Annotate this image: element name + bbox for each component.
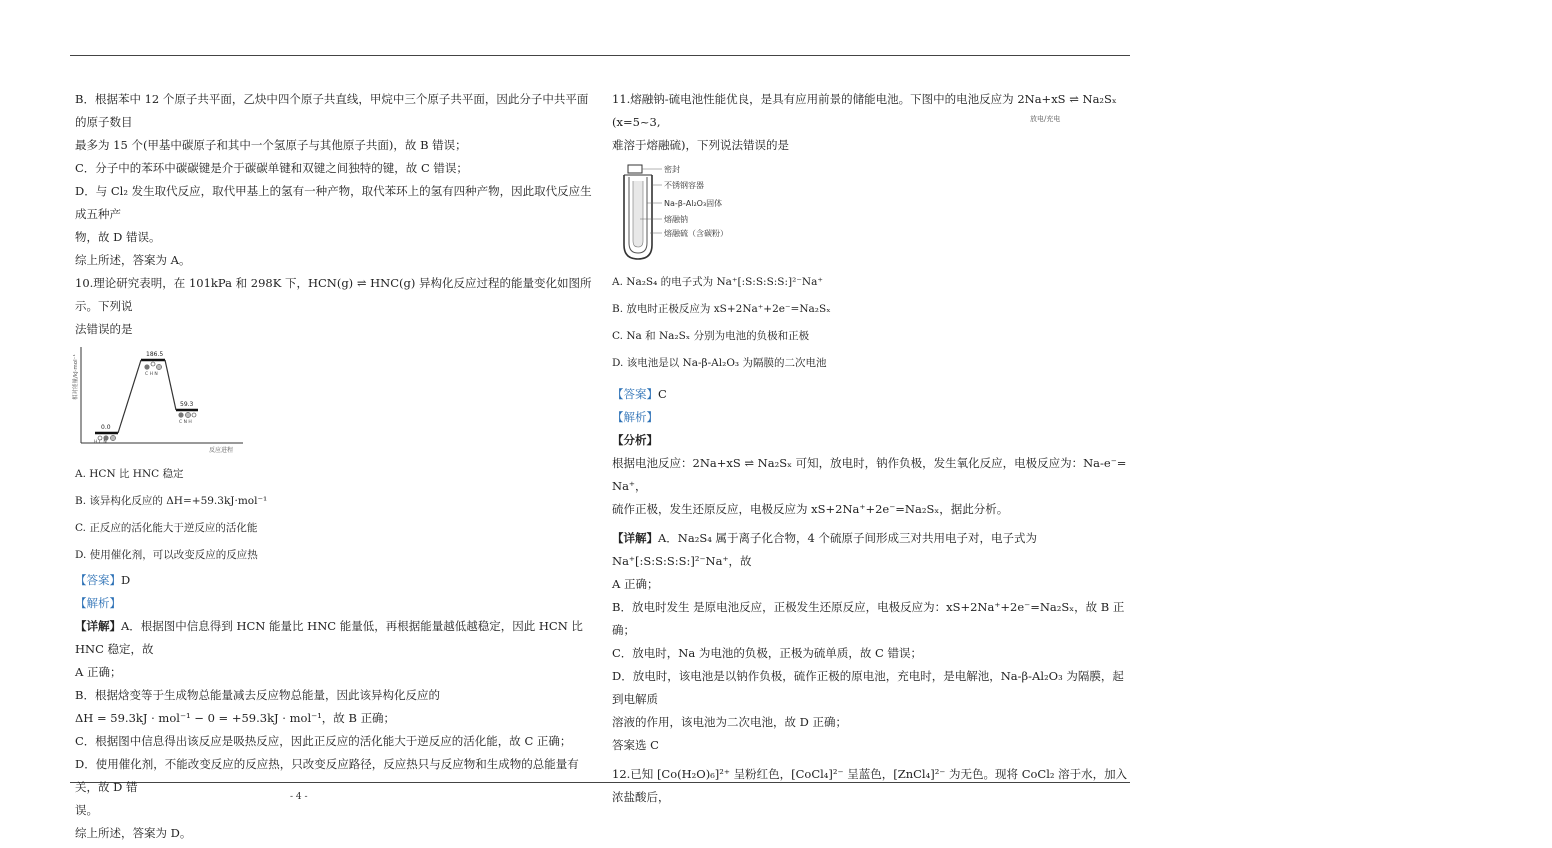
molecule-end-atoms: C N H xyxy=(179,420,192,425)
q10-explain-line1: 【详解】A．根据图中信息得到 HCN 能量比 HNC 能量低，再根据能量越低越稳定，因此 HCN 比 HNC 稳定，故 xyxy=(75,619,583,656)
q10-explain-line6: D．使用催化剂，不能改变反应的反应热，只改变反应路径，反应热只与反应物和生成物的总能量有关，故 D 错 xyxy=(75,757,579,794)
q10-answer xyxy=(75,569,595,592)
page-number: - 4 - xyxy=(290,792,308,802)
left-column xyxy=(75,88,595,845)
label-beta-alumina: Na-β-Al₂O₃固体 xyxy=(664,199,723,208)
q11-option-c: C. Na 和 Na₂Sₓ 分别为电池的负极和正极 xyxy=(612,330,810,342)
uphill-path xyxy=(118,360,141,433)
answer-value: C xyxy=(658,387,667,401)
q10-option-a: A. HCN 比 HNC 稳定 xyxy=(75,468,184,480)
q10-summary: 综上所述，答案为 D。 xyxy=(75,826,192,840)
detail-tag: 【详解】 xyxy=(612,531,658,545)
q10-explain-line3: B．根据焓变等于生成物总能量减去反应物总能量，因此该异构化反应的 xyxy=(75,688,440,702)
q10-option-b: B. 该异构化反应的 ΔH=+59.3kJ·mol⁻¹ xyxy=(75,495,268,507)
label-molten-sodium: 熔融钠 xyxy=(664,215,688,224)
q11-fenxi-line2: 硫作正极，发生还原反应，电极反应为 xS+2Na⁺+2e⁻=Na₂Sₓ，据此分析。 xyxy=(612,502,1009,516)
detail-tag: 【详解】 xyxy=(75,619,121,633)
q11-explain-line4: C．放电时，Na 为电池的负极，正极为硫单质，故 C 错误； xyxy=(612,646,922,660)
seal-cap xyxy=(628,165,642,173)
q10-explain-line2: A 正确； xyxy=(75,665,122,679)
header-rule xyxy=(70,55,1130,56)
arrow-bottom-label: 充电 xyxy=(1046,115,1061,123)
molecule-ts-atoms: C H N xyxy=(145,372,158,377)
q11-stem-line2: 难溶于熔融硫)，下列说法错误的是 xyxy=(612,138,789,152)
q9-option-d-line1: D．与 Cl₂ 发生取代反应，取代甲基上的氢有一种产物，取代苯环上的氢有四种产物，因此取代反应生成五种产 xyxy=(75,184,592,221)
q11-answer xyxy=(612,383,1134,406)
q11-explain-line1: 【详解】A．Na₂S₄ 属于离子化合物，4 个硫原子间形成三对共用电子对，电子式为 Na⁺[:S:S:S:S:]²⁻Na⁺，故 xyxy=(612,531,1037,568)
answer-tag: 【答案】 xyxy=(75,573,121,587)
downhill-path xyxy=(165,360,176,410)
q10-option-c: C. 正反应的活化能大于逆反应的活化能 xyxy=(75,522,258,534)
q11-explain-line6: 溶液的作用，该电池为二次电池，故 D 正确； xyxy=(612,715,848,729)
energy-diagram xyxy=(75,345,245,455)
q11-option-b: B. 放电时正极反应为 xS+2Na⁺+2e⁻=Na₂Sₓ xyxy=(612,303,831,315)
label-molten-sulfur: 熔融硫（含碳粉） xyxy=(664,229,728,238)
q9-option-b-line2: 最多为 15 个(甲基中碳原子和其中一个氢原子与其他原子共面)，故 B 错误； xyxy=(75,138,467,152)
molecule-start-atoms: H C N xyxy=(94,440,107,445)
q11-option-d: D. 该电池是以 Na-β-Al₂O₃ 为隔膜的二次电池 xyxy=(612,357,827,369)
x-axis-label: 反应进程 xyxy=(209,447,234,454)
molecule-end-icon xyxy=(178,412,196,417)
q11-fenxi-tag: 【分析】 xyxy=(612,433,658,447)
battery-diagram xyxy=(620,159,790,263)
start-energy-label: 0.0 xyxy=(101,424,111,431)
right-column: 11.熔融钠-硫电池性能优良，是具有应用前景的储能电池。下图中的电池反应为 2Na+xS ⇌ Na₂Sₓ (x=5~3, 难溶于熔融硫)，下列说法错误的是 放电/充电 密封 不锈钢容器 Na-β-Al₂O₃固体 熔融钠 熔融硫（含碳粉） A. Na₂S₄ 的电子式为 Na⁺[:S:S:S:S:]²⁻Na⁺ B. 放电时正极反应为 xS+2Na⁺+2e⁻=Na₂Sₓ C. Na 和 Na₂Sₓ 分别为电池的负极和正极 D. 该电池是以 Na-β-Al₂O₃ 为隔膜的二次电池 【答案】C 【解析】 【分析】 根据电池反应：2Na+xS ⇌ Na₂Sₓ 可知，放电时，钠作负极，发生氧化反应，电极反应为：Na-e⁻= Na⁺， 硫作正极，发生还原反应，电极反应为 xS+2Na⁺+2e⁻=Na₂Sₓ，据此分析。 【详解】A．Na₂S₄ 属于离子化合物，4 个硫原子间形成三对共用电子对，电子式为 Na⁺[:S:S:S:S:]²⁻Na⁺，故 A 正确； B．放电时发生 是原电池反应，正极发生还原反应，电极反应为：xS+2Na⁺+2e⁻=Na₂Sₓ，故 B 正确； C．放电时，Na 为电池的负极，正极为硫单质，故 C 错误； D．放电时，该电池是以钠作负极，硫作正极的原电池，充电时，是电解池，Na-β-Al₂O₃ 为隔膜，起到电解质 溶液的作用，该电池为二次电池，故 D 正确； 答案选 C 12.已知 [Co(H₂O)₆]²⁺ 呈粉红色，[CoCl₄]²⁻ 呈蓝色，[ZnCl₄]²⁻ 为无色。现将 CoCl₂ 溶于水，加入浓盐酸后， xyxy=(612,88,1134,809)
ts-energy-label: 186.5 xyxy=(146,351,164,358)
q9-summary: 综上所述，答案为 A。 xyxy=(75,253,191,267)
q9-option-c: C．分子中的苯环中碳碳键是介于碳碳单键和双键之间独特的键，故 C 错误； xyxy=(75,161,468,175)
answer-tag: 【答案】 xyxy=(612,387,658,401)
q11-analysis-tag: 【解析】 xyxy=(612,410,658,424)
end-energy-label: 59.3 xyxy=(180,401,194,408)
molecule-ts-icon xyxy=(144,362,161,370)
q11-explain-line3: B．放电时发生 是原电池反应，正极发生还原反应，电极反应为：xS+2Na⁺+2e⁻=Na₂Sₓ，故 B 正确； xyxy=(612,600,1125,637)
q11-explain-line5: D．放电时，该电池是以钠作负极，硫作正极的原电池，充电时，是电解池，Na-β-Al₂O₃ 为隔膜，起到电解质 xyxy=(612,669,1124,706)
q10-option-d: D. 使用催化剂，可以改变反应的反应热 xyxy=(75,549,258,561)
label-seal: 密封 xyxy=(664,165,680,174)
q9-option-d-line2: 物，故 D 错误。 xyxy=(75,230,161,244)
q11-option-a: A. Na₂S₄ 的电子式为 Na⁺[:S:S:S:S:]²⁻Na⁺ xyxy=(612,276,823,288)
q12-stem: 12.已知 [Co(H₂O)₆]²⁺ 呈粉红色，[CoCl₄]²⁻ 呈蓝色，[ZnCl₄]²⁻ 为无色。现将 CoCl₂ 溶于水，加入浓盐酸后， xyxy=(612,767,1128,804)
label-steel-container: 不锈钢容器 xyxy=(664,181,704,190)
q10-explain-line4: ΔH = 59.3kJ · mol⁻¹ − 0 = +59.3kJ · mol⁻¹，故 B 正确； xyxy=(75,711,396,725)
q10-explain-line5: C．根据图中信息得出该反应是吸热反应，因此正反应的活化能大于逆反应的活化能，故 C 正确； xyxy=(75,734,572,748)
arrow-top-label: 放电 xyxy=(1030,115,1044,123)
q11-fenxi-line1: 根据电池反应：2Na+xS ⇌ Na₂Sₓ 可知，放电时，钠作负极，发生氧化反应，电极反应为：Na-e⁻= Na⁺， xyxy=(612,456,1127,493)
q11-summary: 答案选 C xyxy=(612,738,659,752)
answer-value: D xyxy=(121,573,131,587)
q10-stem-line2: 法错误的是 xyxy=(75,322,133,336)
q9-option-b-line1: B．根据苯中 12 个原子共平面，乙炔中四个原子共直线，甲烷中三个原子共平面，因此分子中共平面的原子数目 xyxy=(75,92,589,129)
q11-explain-line2: A 正确； xyxy=(612,577,659,591)
q10-explain-line7: 误。 xyxy=(75,803,98,817)
q10-analysis-tag: 【解析】 xyxy=(75,596,121,610)
q10-stem-line1: 10.理论研究表明，在 101kPa 和 298K 下，HCN(g) ⇌ HNC(g) 异构化反应过程的能量变化如图所示。下列说 xyxy=(75,276,592,313)
q11-stem-line1: 11.熔融钠-硫电池性能优良，是具有应用前景的储能电池。下图中的电池反应为 2Na+xS ⇌ Na₂Sₓ (x=5~3, xyxy=(612,92,1117,129)
y-axis-label: 相对能量/kJ·mol⁻¹ xyxy=(73,354,79,400)
molten-sodium xyxy=(633,181,643,247)
